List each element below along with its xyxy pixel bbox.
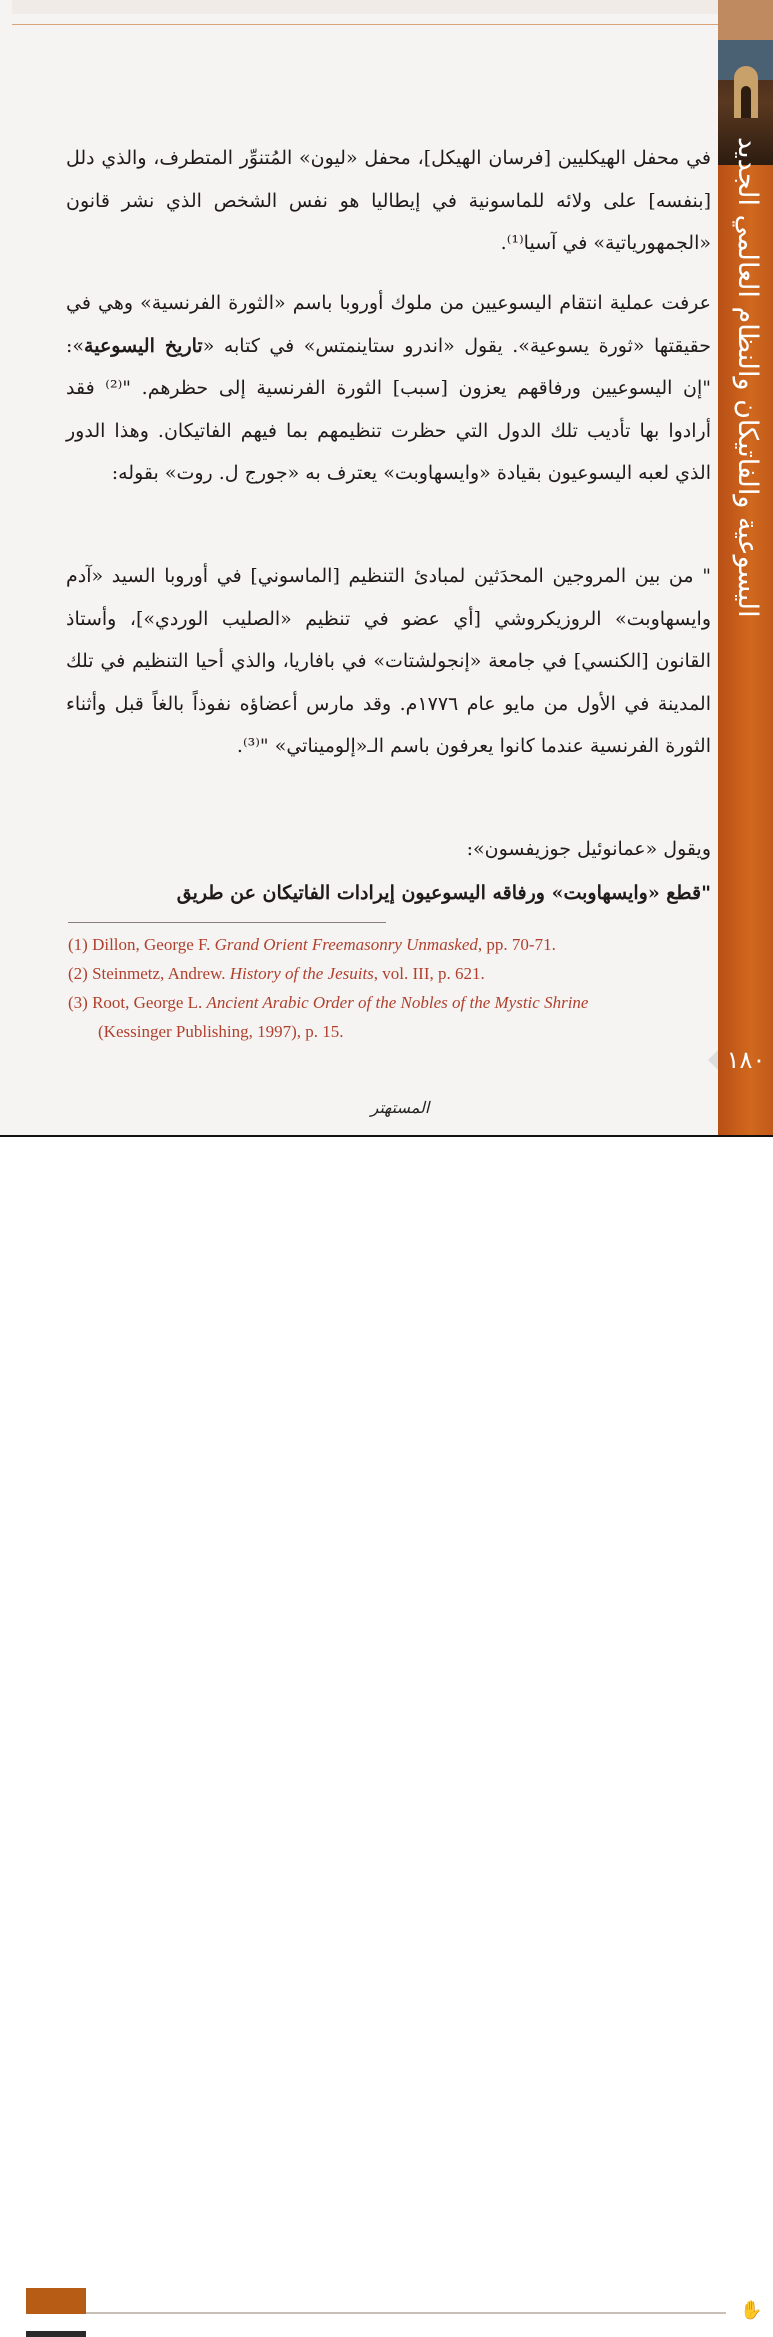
hand-icon[interactable]: ✋ xyxy=(740,2300,763,2321)
paragraph-2-end: »: "إن اليسوعيين ورفاقهم يعزون [سبب] الثورة الفرنسية إلى حظرهم. "⁽²⁾ فقد أرادوا بها تأديب تلك الدول التي حظرت تنظيمهم بما فيهم الفاتيكان. وهذا الدور الذي لعبه اليسوعيون بقيادة «وايسهاوبت» يعترف به «جورج ل. روت» بقوله: xyxy=(66,334,712,484)
paragraph-5: "قطع «وايسهاوبت» ورفاقه اليسوعيون إيرادات الفاتيكان عن طريق xyxy=(176,882,711,904)
paragraph-2 xyxy=(66,282,711,495)
footnote-divider xyxy=(68,922,386,923)
paragraph-2-start: عرفت عملية انتقام اليسوعيين من ملوك أوروبا باسم «الثورة الفرنسية» وهي في حقيقتها «ثورة يسوعية». يقول «اندرو ستاينمتس» في كتابه « xyxy=(66,292,711,357)
quote-paragraph: " من بين المروجين المحدَثين لمبادئ التنظيم [الماسوني] في أوروبا السيد «آدم وايسهاوبت» الروزيكروشي [أي عضو في تنظيم «الصليب الوردي»]، وأستاذ القانون [الكنسي] في جامعة «إنجولشتات» في بافاريا، والذي أحيا التنظيم في تلك المدينة في الأول من مايو عام ١٧٧٦م. وقد مارس أعضاؤه نفوذاً بالغاً قبل وأثناء الثورة الفرنسية عندما كانوا يعرفون باسم الـ«إلوميناتي» "⁽³⁾. xyxy=(66,565,711,757)
page-tab-icon xyxy=(708,1050,718,1070)
footnote-3-continuation: (Kessinger Publishing, 1997), p. 15. xyxy=(98,1022,344,1041)
top-bar xyxy=(12,0,718,14)
side-band-top xyxy=(718,0,773,40)
page-number: ١٨٠ xyxy=(726,1046,766,1074)
arch-opening xyxy=(741,86,751,118)
footnote-3: (3) Root, George L. Ancient Arabic Order of the Nobles of the Mystic Shrine xyxy=(68,993,589,1012)
book-title-reference: تاريخ اليسوعية xyxy=(84,334,203,357)
book-page xyxy=(0,0,773,1135)
paragraph-4: ويقول «عمانوئيل جوزيفسون»: xyxy=(466,838,711,860)
next-page-dark-block xyxy=(26,2331,86,2337)
footnote-1: (1) Dillon, George F. Grand Orient Freemasonry Unmasked, pp. 70-71. xyxy=(68,935,556,954)
paragraph-1: في محفل الهيكليين [فرسان الهيكل]، محفل «ليون» المُتنوِّر المتطرف، والذي دلل [بنفسه] على ولائه للماسونية في إيطاليا هو نفس الشخص الذي نشر قانون «الجمهورياتية» في آسيا⁽¹⁾. xyxy=(66,147,711,254)
top-rule xyxy=(12,24,718,25)
footnotes xyxy=(68,930,708,1046)
book-title: اليسوعية والفاتيكان والنظام العالمي الجديد xyxy=(732,137,763,618)
next-page-rule xyxy=(86,2312,726,2314)
next-page-preview xyxy=(0,1137,773,2321)
publisher-logo: المستهتر xyxy=(370,1098,430,1117)
footnote-2: (2) Steinmetz, Andrew. History of the Jesuits, vol. III, p. 621. xyxy=(68,964,485,983)
next-page-bar xyxy=(26,2288,86,2314)
